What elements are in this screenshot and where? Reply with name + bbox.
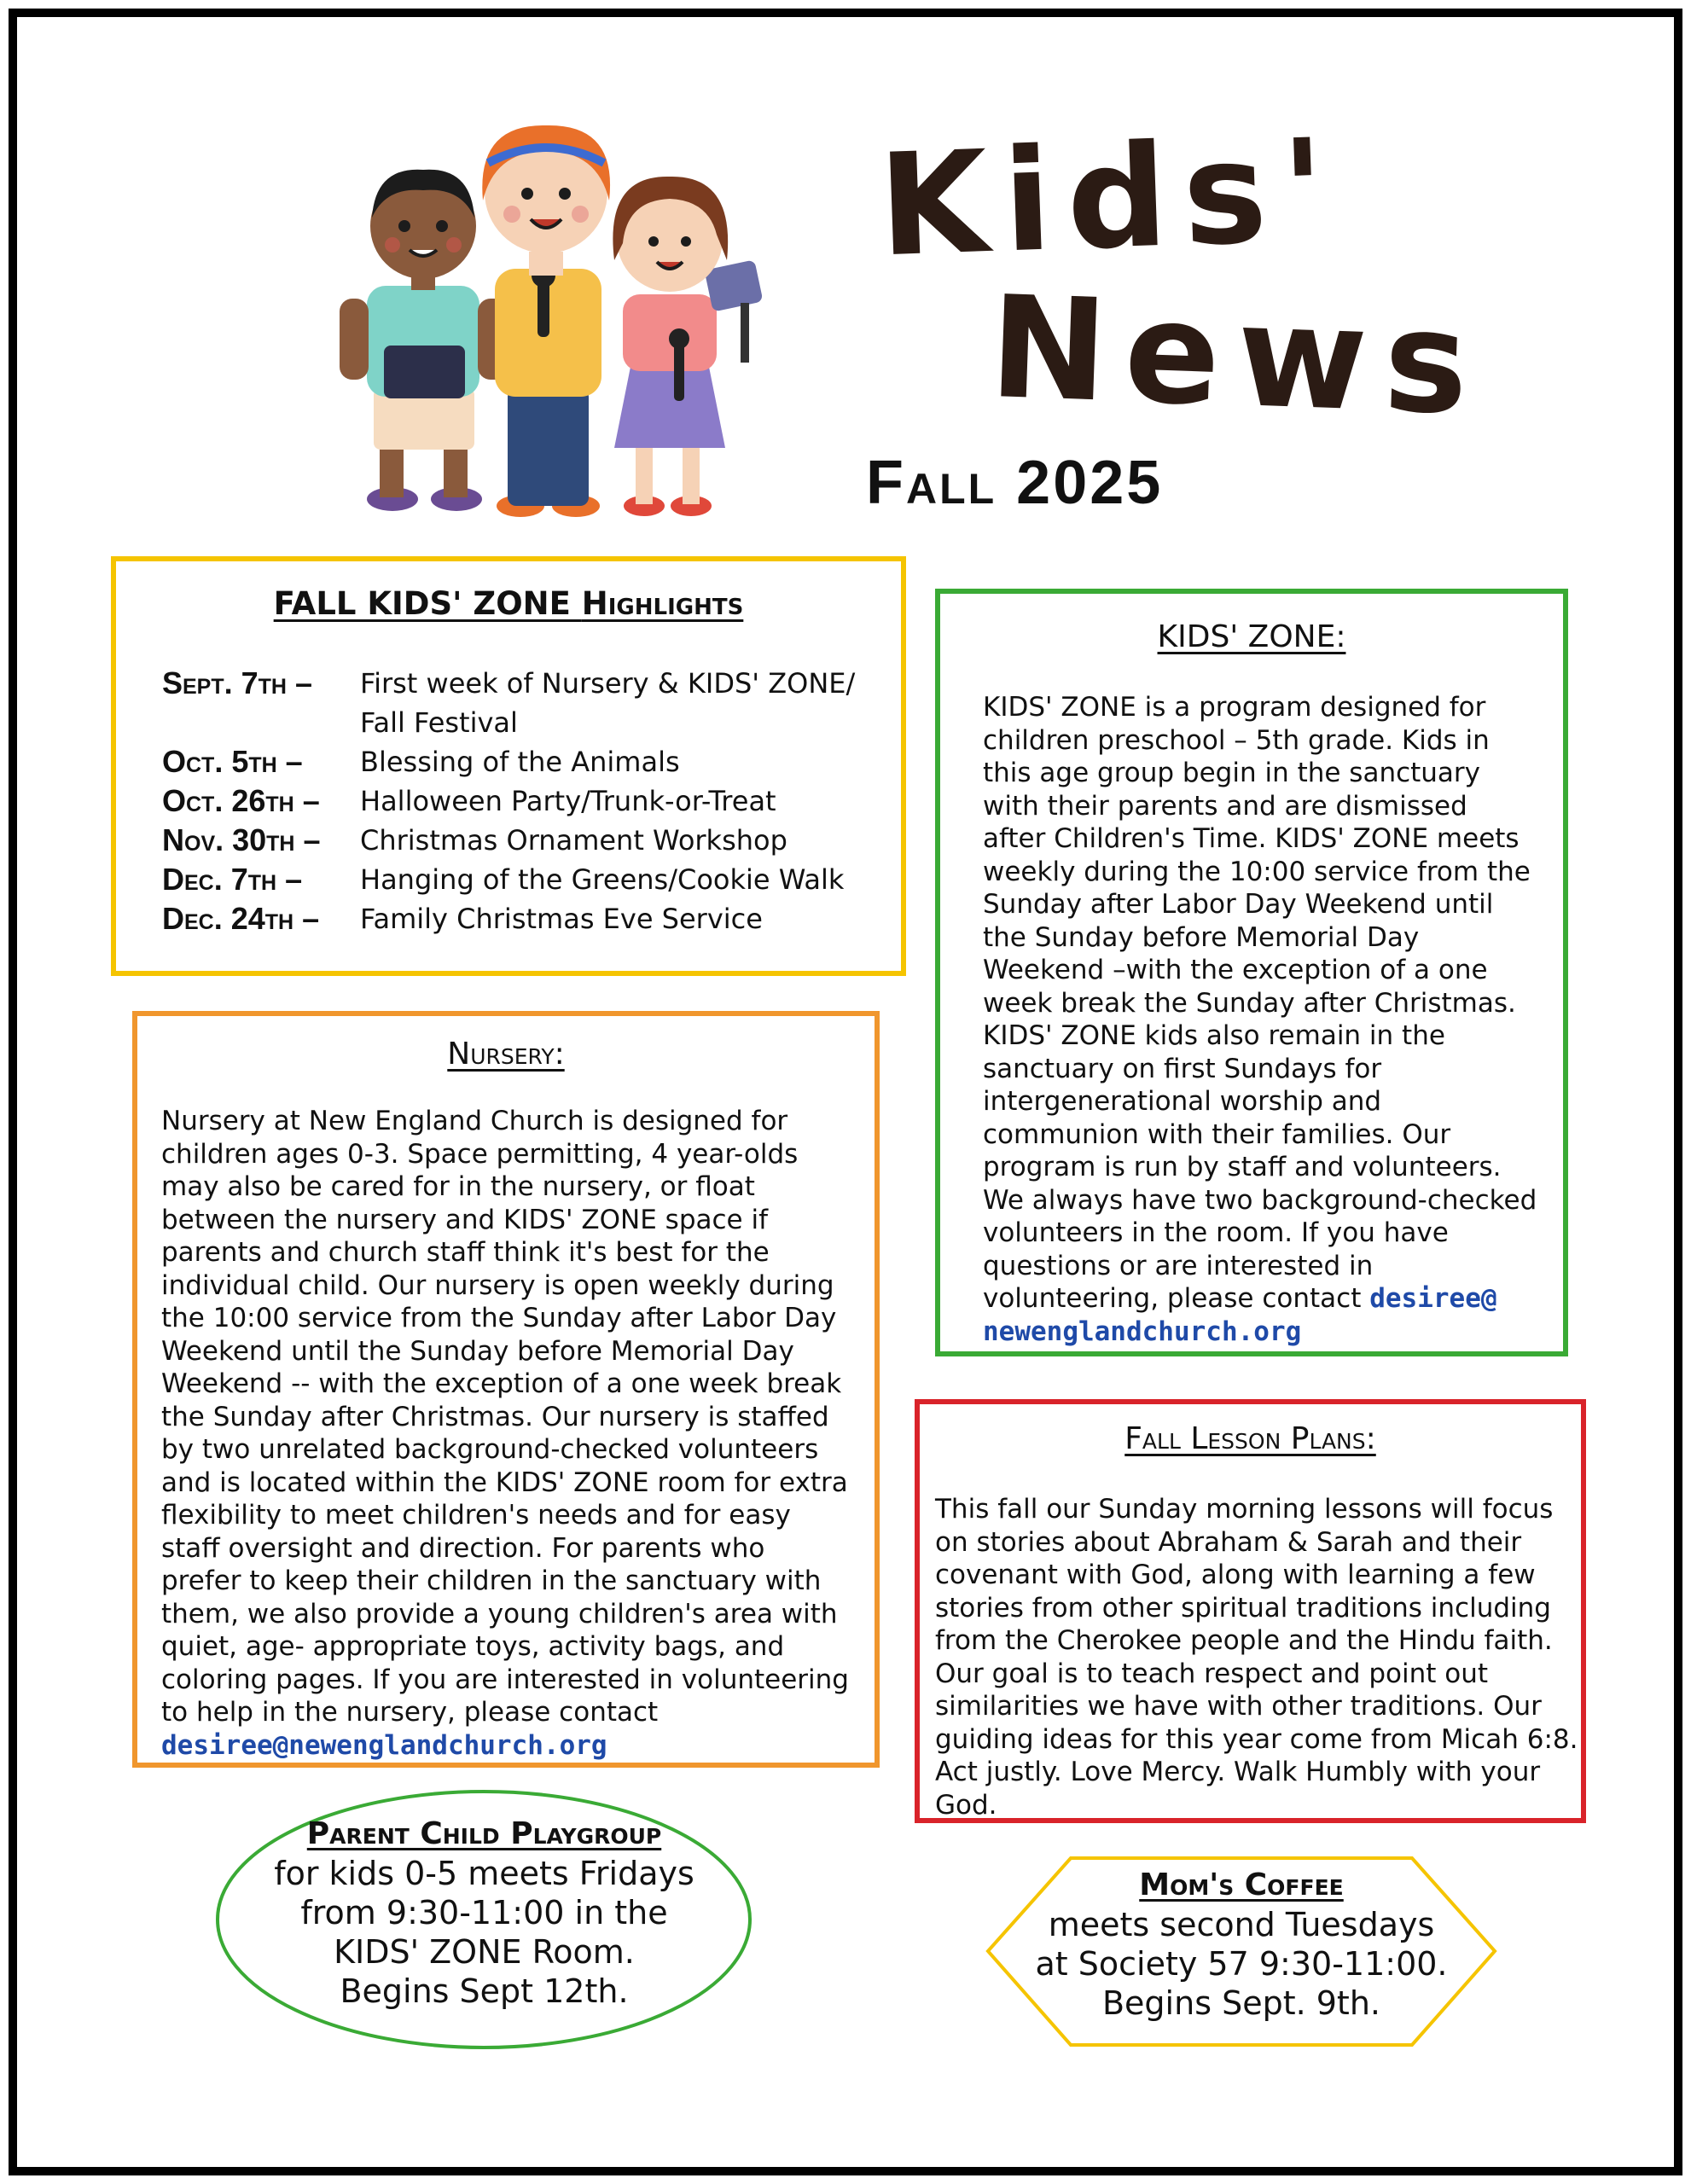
- middle-girl-figure: [482, 125, 610, 517]
- highlight-text: Family Christmas Eve Service: [360, 903, 763, 935]
- season-label: Fall 2025: [866, 449, 1164, 517]
- kids-illustration: [333, 98, 776, 525]
- nursery-heading: Nursery:: [447, 1037, 565, 1072]
- playgroup-text: [213, 1815, 755, 2011]
- highlight-date: Nov. 30th –: [162, 822, 321, 857]
- highlight-text: First week of Nursery & KIDS' ZONE/ Fall Festival: [360, 667, 856, 739]
- nursery-text: Nursery at New England Church is designed for children ages 0-3. Space permitting, 4 year-olds may also be cared for in the nursery, or float between the nursery and KIDS' ZONE space if parents and church staff think it's best for the individual child. Our nursery is open weekly during the 10:00 service from the Sunday after Labor Day Weekend until the Sunday before Memorial Day Weekend -- with the exception of a one week break the Sunday after Christmas. Our nursery is staffed by two unrelated background-checked volunteers and is located within the KIDS' ZONE room for extra flexibility to meet children's needs and for easy staff oversight and direction. For parents who prefer to keep their children in the sanctuary with them, we also provide a young children's area with quiet, age- appropriate toys, activity bags, and coloring pages. If you are interested in volunteering to help in the nursery, please contact: [161, 1106, 849, 1728]
- nursery-box: [132, 1011, 880, 1768]
- highlight-row: [162, 664, 884, 742]
- highlight-row: [162, 781, 884, 821]
- nursery-body: [161, 1105, 852, 1762]
- highlight-text: Hanging of the Greens/Cookie Walk: [360, 863, 845, 896]
- highlight-date: Dec. 7th –: [162, 862, 303, 897]
- moms-coffee-line: meets second Tuesdays: [1048, 1906, 1435, 1943]
- playgroup-oval: [213, 1787, 755, 2052]
- kids-zone-email-link[interactable]: desiree@ newenglandchurch.org: [983, 1283, 1497, 1347]
- boy-figure: [340, 170, 507, 511]
- lesson-plans-box: [915, 1399, 1586, 1823]
- moms-coffee-hexagon: [985, 1856, 1497, 2048]
- title-kids: Kids': [875, 107, 1344, 288]
- highlight-text: Halloween Party/Trunk-or-Treat: [360, 785, 776, 817]
- kids-zone-heading: KIDS' ZONE:: [1157, 619, 1346, 654]
- highlights-box: [111, 556, 906, 976]
- highlights-list: [162, 664, 884, 938]
- highlights-heading-main: FALL KIDS' ZONE: [273, 585, 582, 622]
- highlight-date: Oct. 26th –: [162, 783, 320, 818]
- nursery-email-link[interactable]: desiree@newenglandchurch.org: [161, 1729, 607, 1761]
- highlight-row: [162, 742, 884, 781]
- highlight-date: Sept. 7th –: [162, 665, 313, 700]
- highlights-heading-sub: Highlights: [581, 585, 744, 622]
- title-news: News: [986, 264, 1488, 447]
- highlight-date: Oct. 5th –: [162, 744, 303, 779]
- highlight-text: Christmas Ornament Workshop: [360, 824, 787, 857]
- lesson-plans-heading: Fall Lesson Plans:: [1124, 1421, 1376, 1456]
- highlight-row: [162, 899, 884, 938]
- moms-coffee-text: [985, 1866, 1497, 2023]
- highlight-row: [162, 860, 884, 899]
- playgroup-line: KIDS' ZONE Room.: [334, 1933, 635, 1971]
- playgroup-line: from 9:30-11:00 in the: [300, 1894, 668, 1931]
- highlight-text: Blessing of the Animals: [360, 746, 680, 778]
- right-girl-figure: [613, 177, 763, 516]
- lesson-plans-body: This fall our Sunday morning lessons will focus on stories about Abraham & Sarah and their covenant with God, along with learning a few stories from other spiritual traditions including from the Cherokee people and the Hindu faith. Our goal is to teach respect and point out similarities we have with other traditions. Our guiding ideas for this year come from Micah 6:8. Act justly. Love Mercy. Walk Humbly with your God.: [935, 1494, 1578, 1821]
- playgroup-title: Parent Child Playgroup: [306, 1816, 662, 1851]
- highlight-date: Dec. 24th –: [162, 901, 320, 936]
- moms-coffee-line: Begins Sept. 9th.: [1101, 1984, 1380, 2022]
- kids-zone-box: [935, 589, 1568, 1356]
- moms-coffee-title: Mom's Coffee: [1139, 1867, 1344, 1902]
- highlights-heading: [116, 585, 901, 622]
- kids-zone-body: [983, 691, 1537, 1348]
- moms-coffee-line: at Society 57 9:30-11:00.: [1035, 1945, 1448, 1983]
- playgroup-line: Begins Sept 12th.: [340, 1972, 629, 2010]
- playgroup-line: for kids 0-5 meets Fridays: [274, 1855, 694, 1892]
- kids-zone-text: KIDS' ZONE is a program designed for children preschool – 5th grade. Kids in this age group begin in the sanctuary with their parents and are dismissed after Children's Time. KIDS' ZONE meets weekly during the 10:00 service from the Sunday after Labor Day Weekend until the Sunday before Memorial Day Weekend –with the exception of a one week break the Sunday after Christmas. KIDS' ZONE kids also remain in the sanctuary on first Sundays for intergenerational worship and communion with their families. Our program is run by staff and volunteers. We always have two background-checked volunteers in the room. If you have questions or are interested in volunteering, please contact: [983, 692, 1537, 1314]
- highlight-row: [162, 821, 884, 860]
